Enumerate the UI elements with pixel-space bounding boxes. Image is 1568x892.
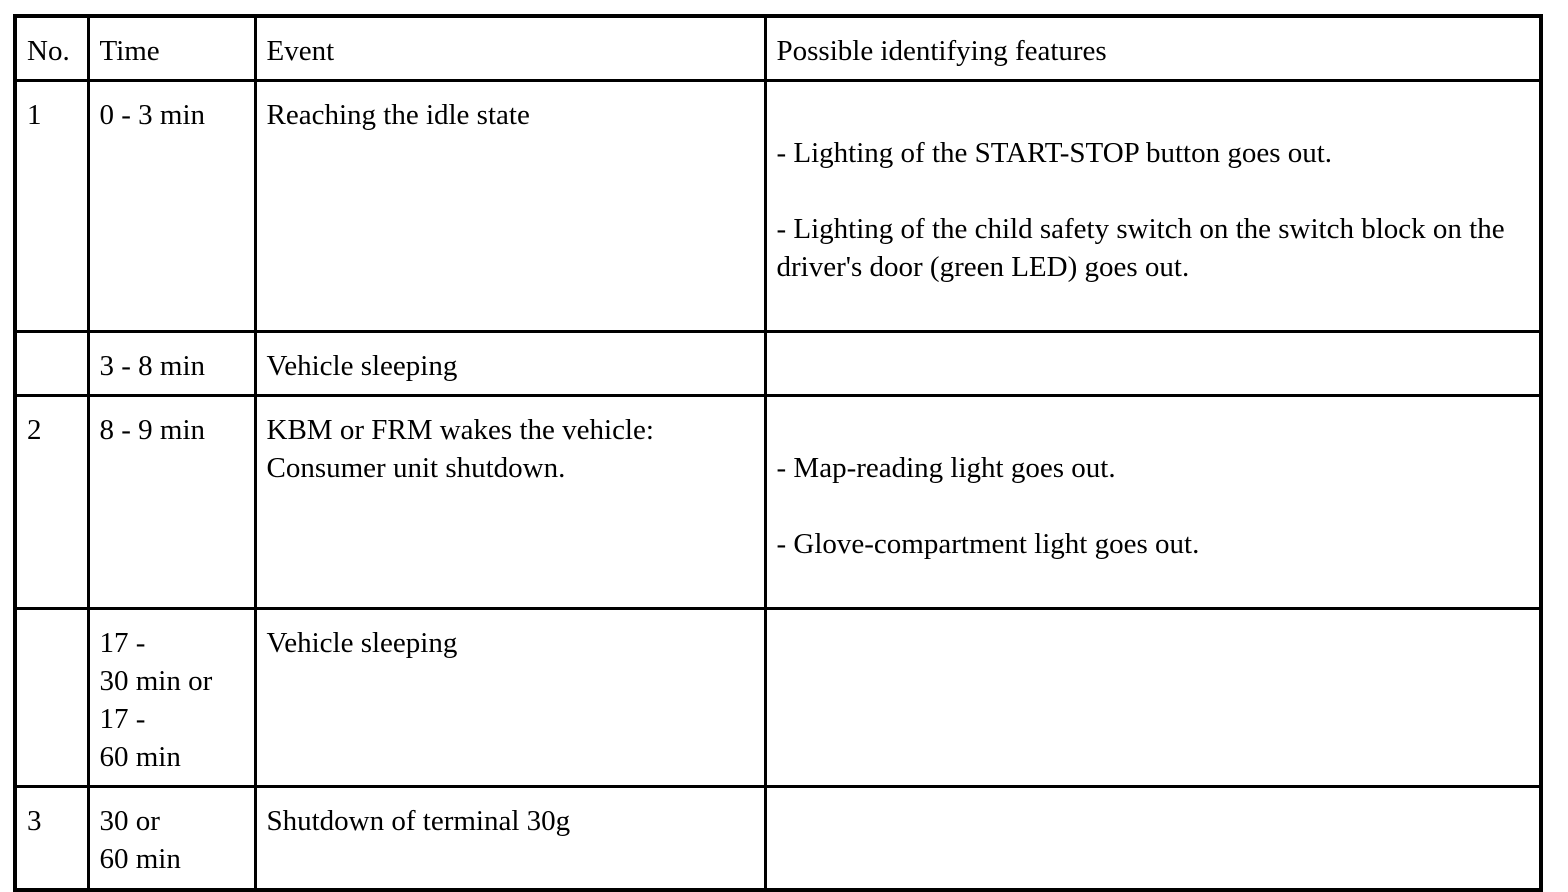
cell-time: 3 - 8 min [88,331,255,395]
feature-line: - Glove-compartment light goes out. [776,527,1200,560]
cell-time: 30 or 60 min [88,786,255,890]
cell-time: 17 - 30 min or 17 - 60 min [88,608,255,786]
cell-features [765,331,1541,395]
cell-event: Vehicle sleeping [255,608,765,786]
cell-event: Vehicle sleeping [255,331,765,395]
events-table [13,14,1543,892]
cell-no [15,331,88,395]
feature-line: - Map-reading light goes out. [776,451,1116,484]
cell-features [765,80,1541,331]
table-row [15,608,1541,786]
header-time: Time [88,16,255,80]
feature-line: - Lighting of the START-STOP button goes out. [776,136,1333,169]
table-row [15,786,1541,890]
cell-event: Reaching the idle state [255,80,765,331]
cell-event: KBM or FRM wakes the vehicle: Consumer unit shutdown. [255,395,765,608]
cell-features [765,395,1541,608]
table-row [15,331,1541,395]
cell-features [765,786,1541,890]
cell-no: 2 [15,395,88,608]
cell-features [765,608,1541,786]
header-event: Event [255,16,765,80]
cell-no: 3 [15,786,88,890]
cell-no [15,608,88,786]
cell-event: Shutdown of terminal 30g [255,786,765,890]
table-row [15,395,1541,608]
header-no: No. [15,16,88,80]
feature-line: - Lighting of the child safety switch on the switch block on the driver's door (green LED) goes out. [776,212,1505,283]
cell-time: 0 - 3 min [88,80,255,331]
table-row [15,80,1541,331]
table-header-row [15,16,1541,80]
cell-no: 1 [15,80,88,331]
cell-time: 8 - 9 min [88,395,255,608]
header-features: Possible identifying features [765,16,1541,80]
